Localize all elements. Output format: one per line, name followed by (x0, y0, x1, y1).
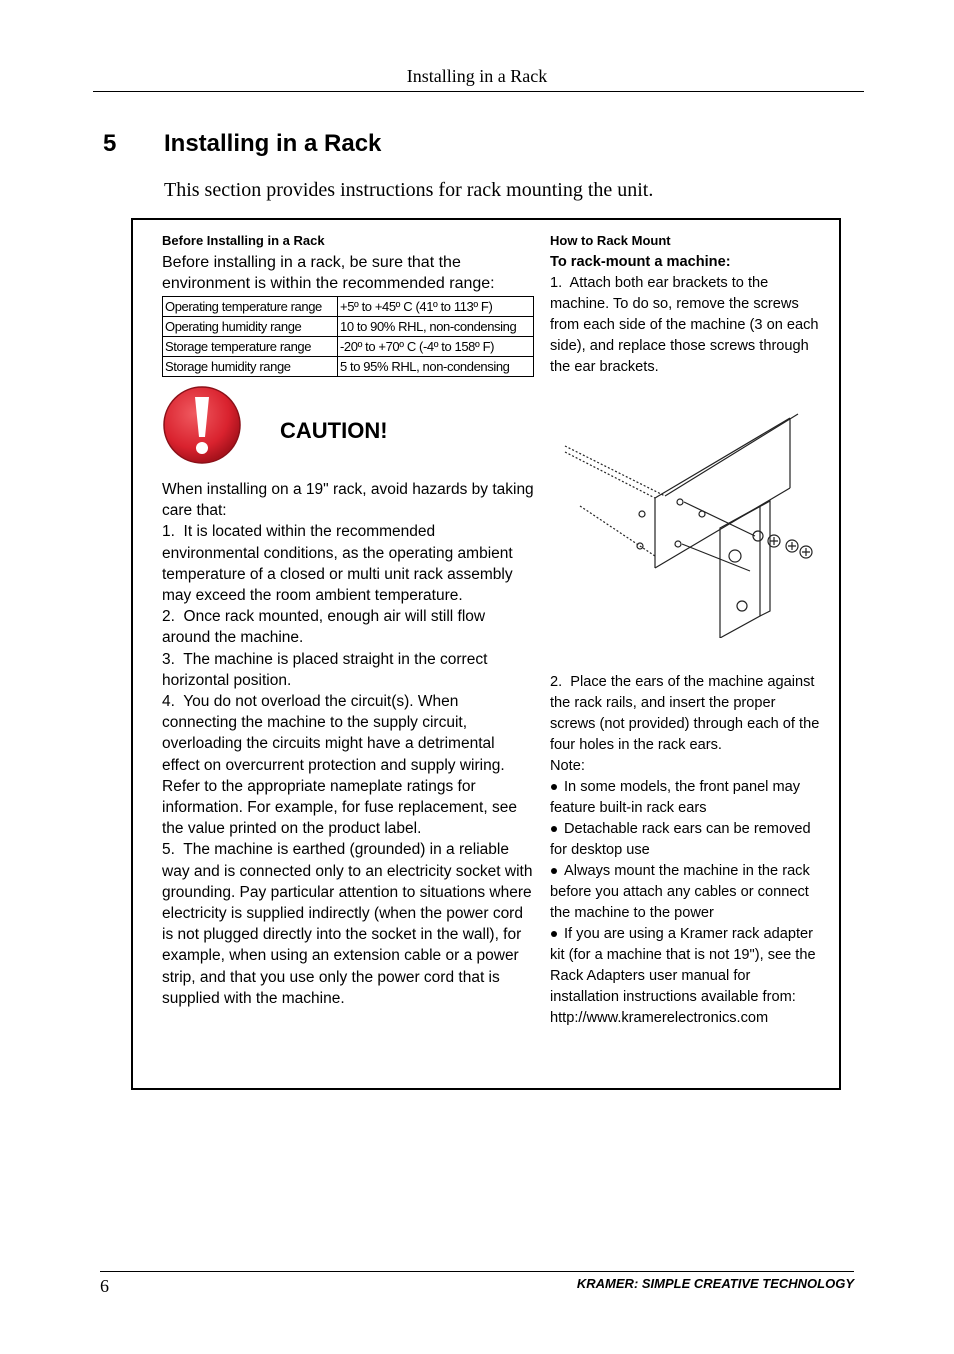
footer-tagline: KRAMER: SIMPLE CREATIVE TECHNOLOGY (576, 1276, 854, 1291)
step-text: Attach both ear brackets to the machine. To do so, remove the screws from each side of the machine (3 on each side), and replace those screws through the ear brackets. (550, 275, 819, 375)
note-text: In some models, the front panel may feature built-in rack ears (550, 779, 801, 816)
table-row (163, 357, 534, 377)
item-text: Once rack mounted, enough air will still flow around the machine. (162, 608, 486, 647)
section-number: 5 (103, 130, 117, 157)
rack-mount-subheading: To rack-mount a machine: (550, 254, 731, 270)
item-number: 3 (162, 650, 171, 668)
rack-ear-bracket-illustration (560, 406, 820, 638)
instruction-box (131, 218, 841, 1090)
note-text: Detachable rack ears can be removed for desktop use (550, 821, 811, 858)
list-item: 5. The machine is earthed (grounded) in a reliable way and is connected only to an electricity socket with grounding. Pay particular attention to situations where electricity is supplied indirectly (when the power cord is not plugged directly into the socket in the wall), for example, when using an extension cable or a power strip, and that you use only the power cord that is supplied with the machine. (162, 841, 533, 1007)
section-intro: This section provides instructions for rack mounting the unit. (164, 179, 654, 201)
header-rule (93, 91, 864, 92)
right-column (550, 230, 820, 1029)
item-number: 1 (162, 523, 171, 541)
env-label: Operating humidity range (163, 317, 338, 337)
item-number: 4 (162, 693, 171, 711)
env-label: Operating temperature range (163, 297, 338, 317)
item-text: You do not overload the circuit(s). When connecting the machine to the supply circuit, overloading the circuits might have a detrimental effect on overcurrent protection and supply wiring. Refer to the appropriate nameplate ratings for information. For example, for fuse replacement, see the value printed on the product label. (162, 693, 517, 838)
list-item: 3. The machine is placed straight in the correct horizontal position. (162, 650, 488, 689)
exclamation-icon (162, 385, 242, 465)
list-item (550, 777, 820, 819)
bullet-icon (551, 868, 557, 874)
step-number: 2 (550, 674, 559, 690)
step-text: Place the ears of the machine against the rack rails, and insert the proper screws (not provided) through each of the four holes in the rack ears. (550, 674, 820, 753)
caution-intro: When installing on a 19" rack, avoid hazards by taking care that: (162, 481, 534, 520)
env-value: 10 to 90% RHL, non-condensing (338, 317, 534, 337)
step-number: 1 (550, 275, 559, 291)
list-item: 4. You do not overload the circuit(s). When connecting the machine to the supply circuit, overloading the circuits might have a detrimental effect on overcurrent protection and supply wiring. Refer to the appropriate nameplate ratings for information. For example, for fuse replacement, see the value printed on the product label. (162, 693, 517, 838)
caution-title: CAUTION! (280, 418, 388, 443)
table-row (163, 297, 534, 317)
table-row (163, 317, 534, 337)
before-installing-lead: Before installing in a rack, be sure that the environment is within the recommended range: (162, 254, 495, 292)
list-item (550, 861, 820, 924)
list-item (550, 924, 820, 1008)
before-installing-heading: Before Installing in a Rack (162, 233, 325, 248)
list-item: 1. It is located within the recommended environmental conditions, as the operating ambient temperature of a closed or multi unit rack assembly may exceed the room ambient temperature. (162, 523, 513, 605)
page-number: 6 (100, 1276, 109, 1296)
running-header: Installing in a Rack (406, 66, 548, 86)
bullet-icon (551, 826, 557, 832)
item-number: 2 (162, 608, 171, 626)
footer-rule (100, 1271, 854, 1272)
env-value: -20º to +70º C (-4º to 158º F) (338, 337, 534, 357)
environment-table (162, 296, 534, 377)
caution-block (162, 385, 534, 479)
list-item: 2. Once rack mounted, enough air will still flow around the machine. (162, 608, 486, 647)
note-label: Note: (550, 758, 585, 774)
env-value: +5º to +45º C (41º to 113º F) (338, 297, 534, 317)
left-column (162, 230, 534, 1009)
note-text: Always mount the machine in the rack before you attach any cables or connect the machine to the power (550, 863, 810, 921)
item-text: It is located within the recommended environmental conditions, as the operating ambient temperature of a closed or multi unit rack assembly may exceed the room ambient temperature. (162, 523, 513, 605)
note-text: If you are using a Kramer rack adapter kit (for a machine that is not 19"), see the Rack Adapters user manual for installation instructions available from: (550, 926, 816, 1005)
section-title: Installing in a Rack (164, 130, 382, 157)
table-row (163, 337, 534, 357)
bullet-icon (551, 784, 557, 790)
step-one: 1. Attach both ear brackets to the machine. To do so, remove the screws from each side of the machine (3 on each side), and replace those screws through the ear brackets. (550, 275, 819, 375)
env-label: Storage temperature range (163, 337, 338, 357)
item-text: The machine is earthed (grounded) in a reliable way and is connected only to an electricity socket with grounding. Pay particular attention to situations where electricity is supplied indirectly (when the power cord is not plugged directly into the socket in the wall), for example, when using an extension cable or a power strip, and that you use only the power cord that is supplied with the machine. (162, 841, 533, 1007)
item-text: The machine is placed straight in the correct horizontal position. (162, 650, 488, 689)
list-item (550, 819, 820, 861)
how-to-rack-mount-heading: How to Rack Mount (550, 233, 671, 248)
bullet-icon (551, 931, 557, 937)
kramer-url[interactable]: http://www.kramerelectronics.com (550, 1010, 769, 1026)
env-value: 5 to 95% RHL, non-condensing (338, 357, 534, 377)
step-two: 2. Place the ears of the machine against the rack rails, and insert the proper screws (not provided) through each of the four holes in the rack ears. (550, 674, 820, 753)
env-label: Storage humidity range (163, 357, 338, 377)
item-number: 5 (162, 841, 171, 859)
